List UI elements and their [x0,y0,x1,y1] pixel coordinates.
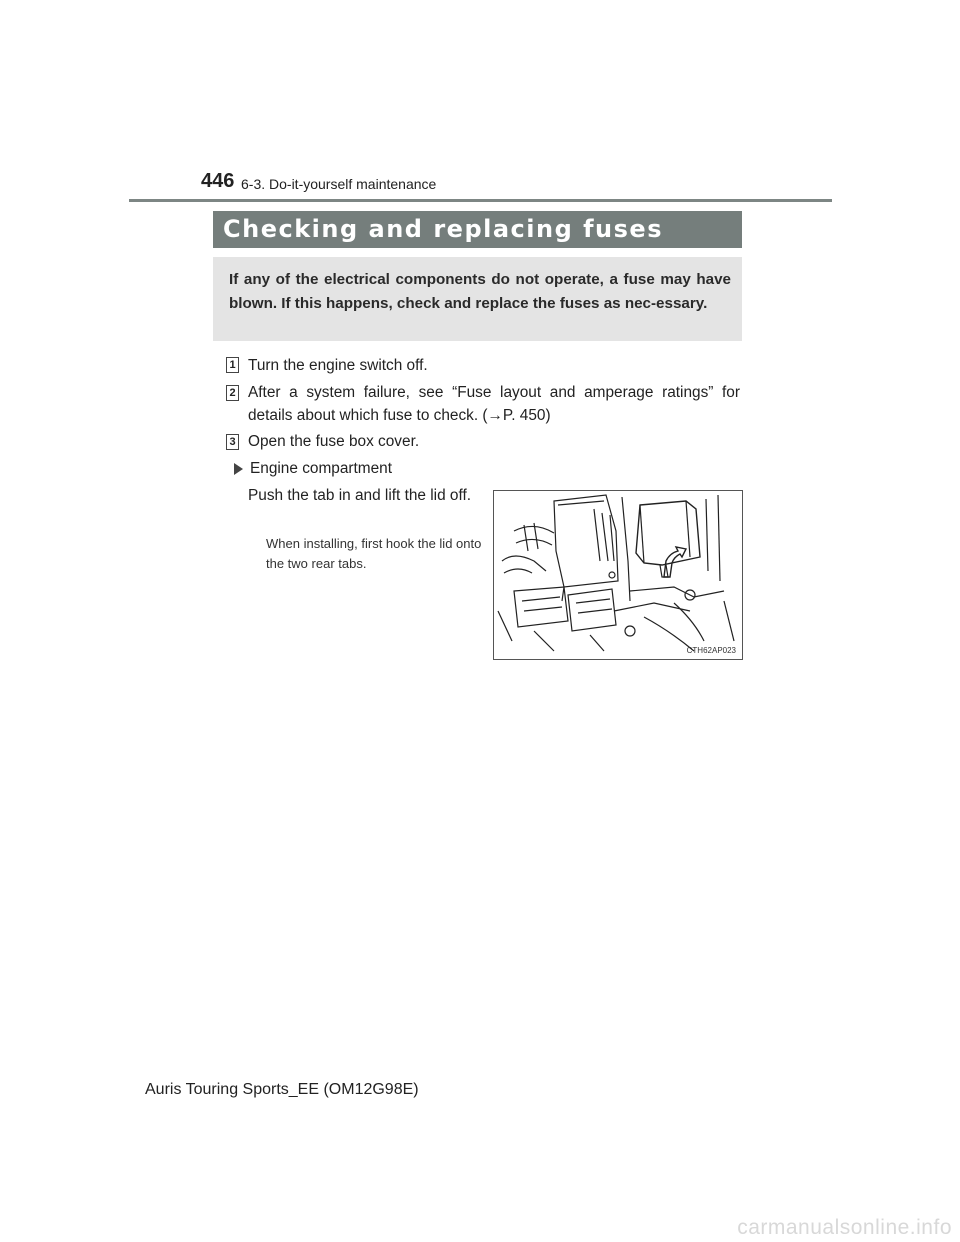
page-number: 446 [201,170,235,192]
step-2-number: 2 [226,385,239,401]
subsection-label: Engine compartment [250,460,393,477]
step-1-number: 1 [226,357,239,373]
intro-text: If any of the electrical components do not operate, a fuse may have blown. If this happens, check and replace the fuses as nec-essary. [229,271,731,312]
install-note: When installing, first hook the lid onto the two rear tabs. [266,536,482,571]
illustration-code: CTH62AP023 [686,646,736,655]
section-reference: 6-3. Do-it-yourself maintenance [241,176,437,192]
step-2-text: After a system failure, see “Fuse layout and amperage ratings” for details about which fuse to check. (→P. 450) [248,384,740,424]
engine-compartment-illustration [493,490,743,660]
intro-box [213,257,742,341]
instruction-text: Push the tab in and lift the lid off. [248,487,472,504]
step-3-text: Open the fuse box cover. [248,433,420,450]
bullet-arrow-icon [234,463,243,475]
watermark: carmanualsonline.info [737,1216,952,1239]
fuse-box-drawing [494,491,742,659]
step-1-text: Turn the engine switch off. [248,357,428,374]
footer-text: Auris Touring Sports_EE (OM12G98E) [145,1081,419,1098]
title-bar [213,211,742,248]
page-title: Checking and replacing fuses [223,215,663,243]
header-rule [129,199,832,202]
step-3-number: 3 [226,434,239,450]
